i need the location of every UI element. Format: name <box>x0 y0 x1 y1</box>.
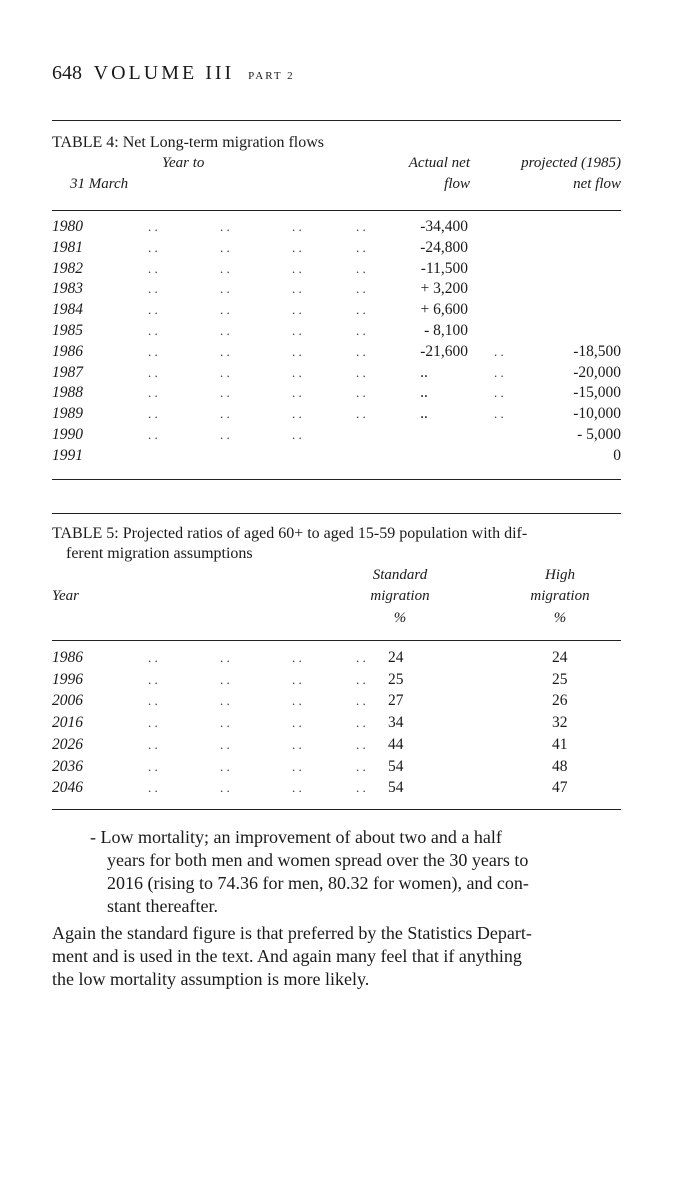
table4-projected-cell: -18,500 <box>573 342 621 360</box>
leader-dots: . . <box>148 302 158 318</box>
paragraph-line-3: the low mortality assumption is more likely. <box>52 969 370 989</box>
leader-dots: . . <box>292 715 302 731</box>
leader-dots: . . <box>494 364 504 380</box>
table5-caption-line2: ferent migration assumptions <box>66 545 253 562</box>
bullet-text <box>90 826 529 918</box>
table4-actual-cell: + 6,600 <box>420 301 468 319</box>
table5-head-standard-2: migration <box>370 588 430 604</box>
table4-year-cell: 1988 <box>52 384 83 402</box>
table4-year-cell: 1980 <box>52 218 83 235</box>
leader-dots: . . <box>220 693 230 709</box>
leader-dots: . . <box>292 323 302 338</box>
leader-dots: . . <box>220 343 230 359</box>
leader-dots: . . <box>148 343 158 359</box>
leader-dots: . . <box>220 715 230 731</box>
leader-dots: . . <box>356 780 366 796</box>
table5-head-standard-1: Standard <box>372 567 428 583</box>
leader-dots: . . <box>494 343 504 359</box>
table5-high-cell: 24 <box>552 649 568 666</box>
leader-dots: . . <box>292 758 302 774</box>
table5-head-standard-3: % <box>393 610 407 626</box>
table4-actual-cell: .. <box>420 384 428 402</box>
leader-dots: . . <box>148 650 158 665</box>
leader-dots: . . <box>356 323 366 338</box>
table5-head-high-2: migration <box>530 588 590 604</box>
leader-dots: . . <box>356 219 366 234</box>
leader-dots: . . <box>356 364 366 380</box>
table5-head-high-1: High <box>545 567 575 583</box>
table5-high-cell: 47 <box>552 779 568 797</box>
leader-dots: . . <box>220 385 230 401</box>
table4-actual-cell: .. <box>420 405 428 423</box>
leader-dots: . . <box>148 364 158 380</box>
leader-dots: . . <box>220 323 230 338</box>
table4-projected-cell: -10,000 <box>573 405 621 423</box>
table5-top-rule <box>52 513 621 514</box>
table4-year-cell: 1987 <box>52 363 83 381</box>
table4-year-cell: 1983 <box>52 280 83 298</box>
leader-dots: . . <box>148 385 158 401</box>
table4-head-projected-1: projected (1985) <box>521 155 621 171</box>
table5-standard-cell: 25 <box>388 670 404 688</box>
table4-year-cell: 1981 <box>52 238 83 256</box>
leader-dots: . . <box>148 427 158 442</box>
table4-head-actual-1: Actual net <box>408 155 470 171</box>
leader-dots: . . <box>292 219 302 234</box>
table4-year-cell: 1986 <box>52 342 83 360</box>
leader-dots: . . <box>220 219 230 234</box>
table5-standard-cell: 27 <box>388 692 404 710</box>
leader-dots: . . <box>220 406 230 422</box>
table5-standard-cell: 54 <box>388 779 404 797</box>
leader-dots: . . <box>220 281 230 297</box>
table5-high-cell: 48 <box>552 757 568 775</box>
bullet-line-2: years for both men and women spread over the 30 years to <box>107 850 529 870</box>
table5-year-cell: 2006 <box>52 692 83 710</box>
leader-dots: . . <box>148 281 158 297</box>
leader-dots: . . <box>292 671 302 687</box>
table5-standard-cell: 24 <box>388 649 404 666</box>
leader-dots: . . <box>292 780 302 796</box>
table4-year-cell: 1984 <box>52 301 83 319</box>
bullet-line-1: - Low mortality; an improvement of about two and a half <box>90 827 502 847</box>
table4-head-year-2: 31 March <box>70 176 129 192</box>
table4-actual-cell: .. <box>420 363 428 381</box>
table4-actual-cell: -34,400 <box>420 218 468 235</box>
body-paragraph <box>52 922 532 991</box>
leader-dots: . . <box>220 364 230 380</box>
table4-head-projected-2: net flow <box>573 176 621 192</box>
table4-actual-cell: -21,600 <box>420 342 468 360</box>
leader-dots: . . <box>356 671 366 687</box>
leader-dots: . . <box>148 693 158 709</box>
table5-bottom-rule <box>52 809 621 810</box>
table5-caption-line1: TABLE 5: Projected ratios of aged 60+ to aged 15-59 population with dif- <box>52 525 528 542</box>
table5-year-cell: 2026 <box>52 735 83 753</box>
table5-year-cell: 1986 <box>52 649 83 666</box>
table4-year-cell: 1982 <box>52 259 83 277</box>
table4-top-rule <box>52 120 621 121</box>
leader-dots: . . <box>292 302 302 318</box>
leader-dots: . . <box>356 239 366 255</box>
leader-dots: . . <box>356 758 366 774</box>
leader-dots: . . <box>292 650 302 665</box>
leader-dots: . . <box>148 260 158 276</box>
leader-dots: . . <box>356 343 366 359</box>
page-number: 648 <box>52 62 82 84</box>
leader-dots: . . <box>148 736 158 752</box>
leader-dots: . . <box>356 260 366 276</box>
table5-year-cell: 2016 <box>52 714 83 732</box>
table4-actual-cell: - 8,100 <box>424 322 468 339</box>
table4-projected-cell: 0 <box>613 446 621 464</box>
leader-dots: . . <box>356 650 366 665</box>
leader-dots: . . <box>356 281 366 297</box>
leader-dots: . . <box>148 323 158 338</box>
bullet-line-4: stant thereafter. <box>107 896 218 916</box>
leader-dots: . . <box>220 780 230 796</box>
paragraph-line-1: Again the standard figure is that preferred by the Statistics Depart- <box>52 923 532 943</box>
leader-dots: . . <box>220 260 230 276</box>
table4-actual-cell: + 3,200 <box>420 280 468 298</box>
table5-year-cell: 2036 <box>52 757 83 775</box>
leader-dots: . . <box>148 780 158 796</box>
leader-dots: . . <box>292 406 302 422</box>
table4-year-cell: 1985 <box>52 322 83 339</box>
leader-dots: . . <box>148 671 158 687</box>
part-label: PART 2 <box>248 70 295 82</box>
leader-dots: . . <box>148 406 158 422</box>
table4-actual-cell: -11,500 <box>420 259 468 277</box>
leader-dots: . . <box>292 693 302 709</box>
table5-high-cell: 41 <box>552 735 568 753</box>
table4-head-actual-2: flow <box>444 176 470 192</box>
leader-dots: . . <box>220 736 230 752</box>
table5-standard-cell: 44 <box>388 735 404 753</box>
leader-dots: . . <box>292 343 302 359</box>
table4-year-cell: 1990 <box>52 426 83 443</box>
bullet-line-3: 2016 (rising to 74.36 for men, 80.32 for women), and con- <box>107 873 529 893</box>
table4-actual-cell: -24,800 <box>420 238 468 256</box>
leader-dots: . . <box>148 715 158 731</box>
table5-high-cell: 25 <box>552 670 568 688</box>
leader-dots: . . <box>292 364 302 380</box>
leader-dots: . . <box>356 715 366 731</box>
leader-dots: . . <box>148 758 158 774</box>
leader-dots: . . <box>356 693 366 709</box>
leader-dots: . . <box>292 281 302 297</box>
volume-label: VOLUME III <box>93 62 235 84</box>
leader-dots: . . <box>148 219 158 234</box>
leader-dots: . . <box>220 758 230 774</box>
table4-caption: TABLE 4: Net Long-term migration flows <box>52 134 324 151</box>
running-header <box>52 62 295 85</box>
leader-dots: . . <box>220 239 230 255</box>
table5-year-cell: 2046 <box>52 779 83 797</box>
leader-dots: . . <box>494 406 504 422</box>
table4-year-cell: 1989 <box>52 405 83 423</box>
table4-projected-cell: - 5,000 <box>577 426 621 443</box>
leader-dots: . . <box>220 671 230 687</box>
leader-dots: . . <box>148 239 158 255</box>
table5-high-cell: 26 <box>552 692 568 710</box>
leader-dots: . . <box>220 427 230 442</box>
leader-dots: . . <box>356 302 366 318</box>
leader-dots: . . <box>292 427 302 442</box>
table5-standard-cell: 34 <box>388 714 404 732</box>
leader-dots: . . <box>220 650 230 665</box>
table5-year-cell: 1996 <box>52 670 83 688</box>
table5-high-cell: 32 <box>552 714 568 732</box>
table5-head-high-3: % <box>553 610 567 626</box>
leader-dots: . . <box>292 385 302 401</box>
leader-dots: . . <box>356 736 366 752</box>
table4-year-cell: 1991 <box>52 446 83 464</box>
leader-dots: . . <box>494 385 504 401</box>
leader-dots: . . <box>220 302 230 318</box>
leader-dots: . . <box>292 736 302 752</box>
table4-bottom-rule <box>52 479 621 480</box>
table5-standard-cell: 54 <box>388 757 404 775</box>
leader-dots: . . <box>356 385 366 401</box>
leader-dots: . . <box>292 260 302 276</box>
leader-dots: . . <box>356 406 366 422</box>
table4-projected-cell: -15,000 <box>573 384 621 402</box>
table4-head-year-1: Year to <box>162 155 205 171</box>
table5-head-rule <box>52 640 621 641</box>
table4-projected-cell: -20,000 <box>573 363 621 381</box>
leader-dots: . . <box>292 239 302 255</box>
table5-head-year: Year <box>52 588 79 604</box>
table4-head-rule <box>52 210 621 211</box>
paragraph-line-2: ment and is used in the text. And again many feel that if anything <box>52 946 522 966</box>
